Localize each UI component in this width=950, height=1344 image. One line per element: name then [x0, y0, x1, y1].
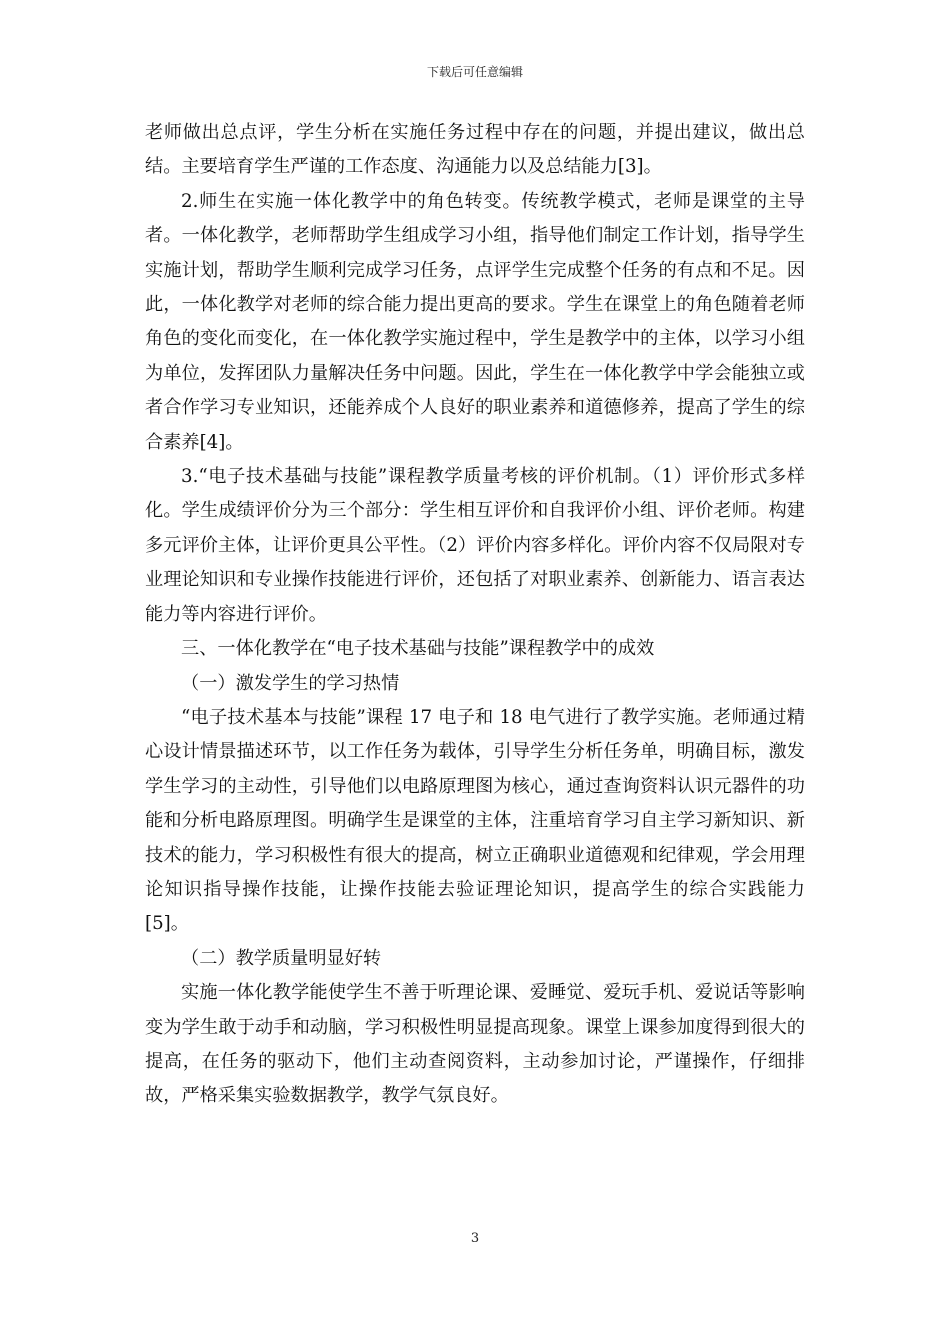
paragraph-teaching-implementation: “电子技术基本与技能”课程 17 电子和 18 电气进行了教学实施。老师通过精心设计情景描述环节，以工作任务为载体，引导学生分析任务单，明确目标，激发学生学习的主动性，引导他们以电路原理图为核心，通过查询资料认识元器件的功能和分析电路原理图。明确学生是课堂的主体，注重培育学习自主学习新知识、新技术的能力，学习积极性有很大的提高，树立正确职业道德观和纪律观，学会用理论知识指导操作技能，让操作技能去验证理论知识，提高学生的综合实践能力[5]。: [145, 706, 805, 935]
paragraph-evaluation-mechanism: 3.“电子技术基础与技能”课程教学质量考核的评价机制。（1）评价形式多样化。学生成绩评价分为三个部分：学生相互评价和自我评价小组、评价老师。构建多元评价主体，让评价更具公平性。（2）评价内容多样化。评价内容不仅局限对专业理论知识和专业操作技能进行评价，还包括了对职业素养、创新能力、语言表达能力等内容进行评价。: [145, 466, 805, 625]
paragraph-role-change: 2.师生在实施一体化教学中的角色转变。传统教学模式，老师是课堂的主导者。一体化教学，老师帮助学生组成学习小组，指导他们制定工作计划，指导学生实施计划，帮助学生顺利完成学习任务，点评学生完成整个任务的有点和不足。因此，一体化教学对老师的综合能力提出更高的要求。学生在课堂上的角色随着老师角色的变化而变化，在一体化教学实施过程中，学生是教学中的主体，以学习小组为单位，发挥团队力量解决任务中问题。因此，学生在一体化教学中学会能独立或者合作学习专业知识，还能养成个人良好的职业素养和道德修养，提高了学生的综合素养[4]。: [145, 190, 805, 453]
subheading-stimulate-enthusiasm: （一）激发学生的学习热情: [181, 672, 400, 694]
document-body: [145, 116, 805, 1114]
page-header: 下载后可任意编辑: [426, 65, 523, 79]
section-heading-results: 三、一体化教学在“电子技术基础与技能”课程教学中的成效: [181, 638, 655, 660]
subheading-quality-improvement: （二）教学质量明显好转: [181, 947, 382, 969]
paragraph-evaluation-summary: 老师做出总点评，学生分析在实施任务过程中存在的问题，并提出建议，做出总结。主要培育学生严谨的工作态度、沟通能力以及总结能力[3]。: [145, 122, 805, 178]
paragraph-quality-improvement: 实施一体化教学能使学生不善于听理论课、爱睡觉、爱玩手机、爱说话等影响变为学生敢于动手和动脑，学习积极性明显提高现象。课堂上课参加度得到很大的提高，在任务的驱动下，他们主动查阅资料，主动参加讨论，严谨操作，仔细排故，严格采集实验数据教学，教学气氛良好。: [145, 982, 805, 1107]
page-number: 3: [470, 1231, 480, 1246]
